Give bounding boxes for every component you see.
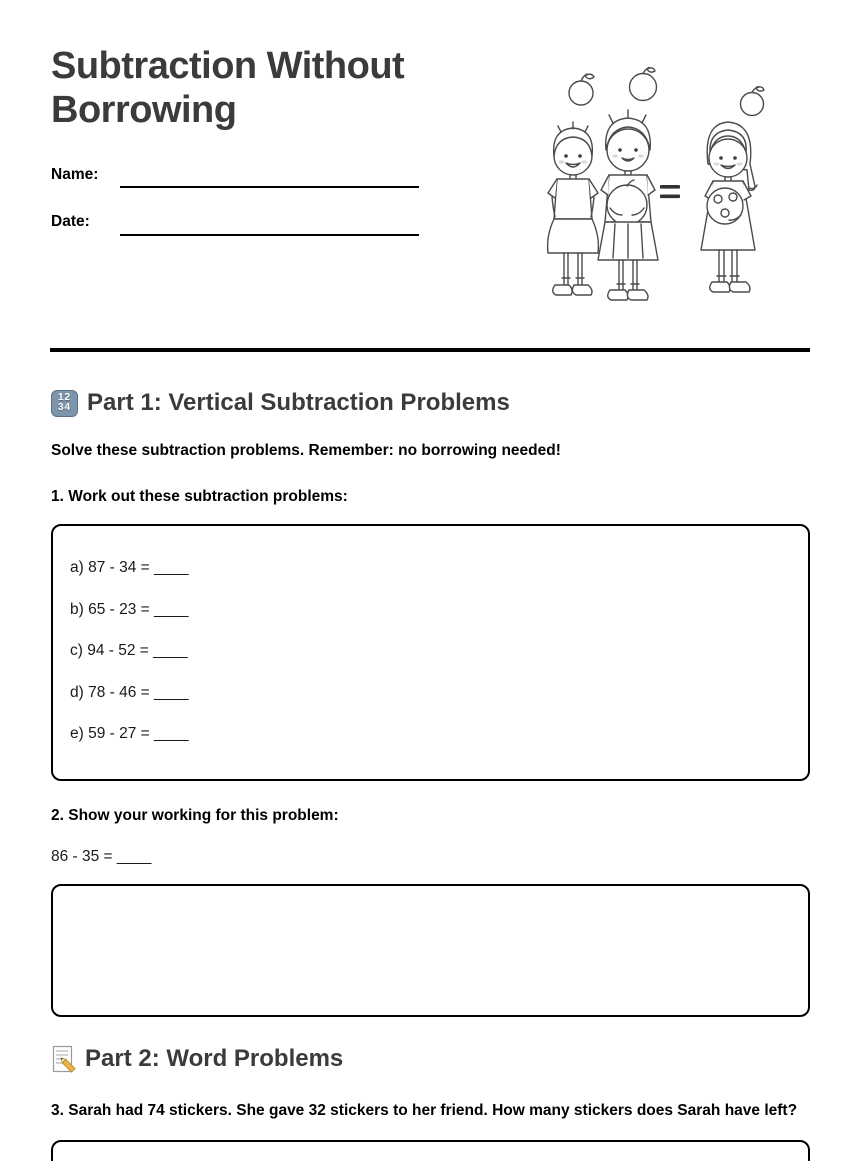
part1-heading-text: Part 1: Vertical Subtraction Problems	[87, 389, 510, 416]
question1-problems-box	[51, 524, 810, 781]
section-divider	[50, 348, 810, 352]
child-figure	[598, 110, 658, 300]
problem-c: c) 94 - 52 = ____	[70, 642, 188, 659]
memo-icon	[51, 1045, 76, 1074]
equals-sign	[660, 185, 680, 198]
input-numbers-icon: 12 34	[51, 390, 78, 417]
part2-heading-text: Part 2: Word Problems	[85, 1045, 344, 1072]
child-figure	[548, 122, 599, 295]
part1-heading	[51, 388, 510, 418]
page-title: Subtraction Without Borrowing	[51, 45, 405, 131]
part2-heading	[51, 1044, 343, 1074]
apple-icon	[741, 87, 765, 116]
problem-a: a) 87 - 34 = ____	[70, 559, 189, 576]
apple-icon	[569, 74, 594, 105]
date-label: Date:	[51, 213, 90, 230]
problem-d: d) 78 - 46 = ____	[70, 683, 189, 701]
problem-b: b) 65 - 23 = ____	[70, 600, 189, 618]
question3-answer-box	[51, 1140, 810, 1161]
name-blank-line	[120, 186, 419, 188]
date-blank-line	[120, 234, 419, 236]
question2-label: 2. Show your working for this problem:	[51, 807, 339, 824]
question2-working-box	[51, 884, 810, 1017]
child-figure	[701, 122, 757, 292]
name-label: Name:	[51, 166, 99, 183]
problem-e: e) 59 - 27 = ____	[70, 725, 189, 742]
children-with-apples-illustration	[543, 66, 813, 319]
question1-label: 1. Work out these subtraction problems:	[51, 488, 348, 505]
question2-problem: 86 - 35 = ____	[51, 848, 152, 865]
apple-icon	[630, 68, 657, 101]
question3-label: 3. Sarah had 74 stickers. She gave 32 stickers to her friend. How many stickers does Sarah have left?	[51, 1102, 798, 1119]
part1-intro: Solve these subtraction problems. Remember: no borrowing needed!	[51, 442, 561, 459]
